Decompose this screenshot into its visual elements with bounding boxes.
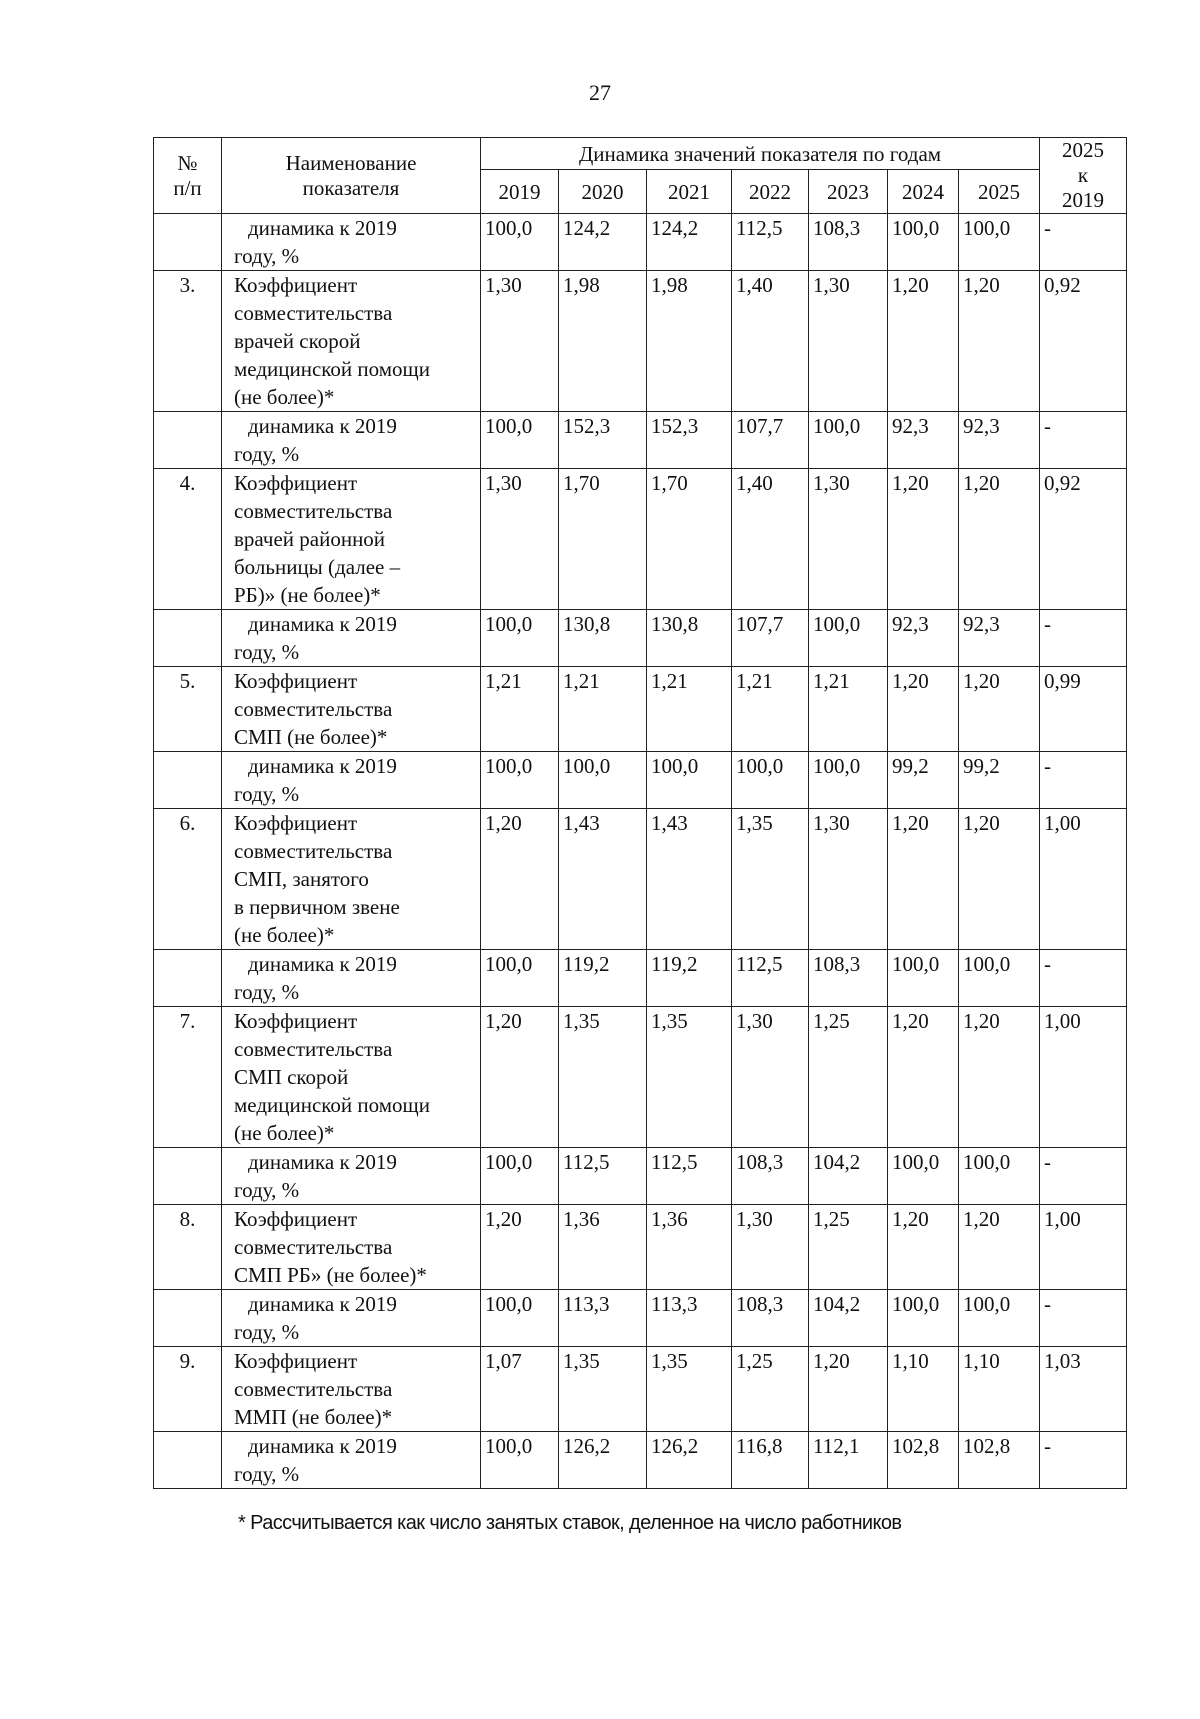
indicator-name-line: динамика к 2019	[248, 1150, 397, 1174]
indicator-name-line: году, %	[234, 442, 300, 466]
indicator-name-line: году, %	[234, 1178, 300, 1202]
indicator-name-line: СМП РБ» (не более)*	[234, 1263, 427, 1287]
ratio-cell: 1,00	[1040, 1007, 1127, 1148]
value-cell: 100,0	[647, 752, 732, 809]
value-cell: 1,98	[647, 271, 732, 412]
value-cell: 1,20	[888, 1007, 959, 1148]
value-cell: 1,20	[888, 809, 959, 950]
header-year: 2023	[809, 170, 888, 214]
indicator-name	[222, 610, 481, 667]
indicator-name-line: году, %	[234, 244, 300, 268]
indicator-name	[222, 1347, 481, 1432]
value-cell: 100,0	[559, 752, 647, 809]
ratio-cell: -	[1040, 950, 1127, 1007]
value-cell: 100,0	[809, 752, 888, 809]
value-cell: 100,0	[481, 412, 559, 469]
ratio-cell: -	[1040, 1148, 1127, 1205]
indicator-name-line: Коэффициент	[234, 1349, 358, 1373]
indicator-name-line: совместительства	[234, 1377, 393, 1401]
value-cell: 99,2	[888, 752, 959, 809]
value-cell: 130,8	[559, 610, 647, 667]
row-number	[154, 214, 222, 271]
value-cell: 100,0	[732, 752, 809, 809]
value-cell: 116,8	[732, 1432, 809, 1489]
indicator-name-line: СМП (не более)*	[234, 725, 388, 749]
header-year: 2024	[888, 170, 959, 214]
table-body	[154, 214, 1127, 1489]
indicator-row	[154, 667, 1127, 752]
indicator-name	[222, 271, 481, 412]
value-cell: 1,10	[888, 1347, 959, 1432]
value-cell: 130,8	[647, 610, 732, 667]
value-cell: 1,35	[647, 1347, 732, 1432]
value-cell: 100,0	[959, 950, 1040, 1007]
indicator-name-line: году, %	[234, 1462, 300, 1486]
row-number	[154, 1432, 222, 1489]
value-cell: 112,5	[647, 1148, 732, 1205]
value-cell: 1,30	[732, 1007, 809, 1148]
value-cell: 92,3	[888, 610, 959, 667]
indicator-name-line: врачей скорой	[234, 329, 361, 353]
value-cell: 92,3	[959, 412, 1040, 469]
ratio-cell: -	[1040, 1290, 1127, 1347]
value-cell: 100,0	[809, 412, 888, 469]
value-cell: 99,2	[959, 752, 1040, 809]
value-cell: 1,21	[647, 667, 732, 752]
value-cell: 1,20	[959, 469, 1040, 610]
indicator-name	[222, 469, 481, 610]
header-ratio-line1: 2025	[1062, 138, 1105, 162]
indicator-name-line: медицинской помощи	[234, 357, 430, 381]
value-cell: 100,0	[959, 1148, 1040, 1205]
header-dynamics: Динамика значений показателя по годам	[481, 138, 1040, 170]
row-number: 6.	[154, 809, 222, 950]
header-num-line1: №	[177, 150, 198, 175]
header-name	[222, 138, 481, 214]
value-cell: 100,0	[888, 950, 959, 1007]
value-cell: 113,3	[559, 1290, 647, 1347]
indicator-name-line: совместительства	[234, 301, 393, 325]
value-cell: 112,5	[732, 950, 809, 1007]
value-cell: 100,0	[481, 752, 559, 809]
dynamics-row	[154, 214, 1127, 271]
indicator-name-line: динамика к 2019	[248, 216, 397, 240]
value-cell: 1,30	[732, 1205, 809, 1290]
value-cell: 100,0	[809, 610, 888, 667]
ratio-cell: 0,92	[1040, 271, 1127, 412]
value-cell: 1,20	[888, 469, 959, 610]
value-cell: 1,35	[647, 1007, 732, 1148]
value-cell: 1,20	[959, 667, 1040, 752]
dynamics-row	[154, 412, 1127, 469]
row-number	[154, 950, 222, 1007]
indicator-name	[222, 1205, 481, 1290]
value-cell: 107,7	[732, 610, 809, 667]
header-year: 2025	[959, 170, 1040, 214]
indicator-name-line: СМП скорой	[234, 1065, 349, 1089]
page-number: 27	[589, 80, 611, 105]
ratio-cell: 0,92	[1040, 469, 1127, 610]
indicator-name-line: динамика к 2019	[248, 952, 397, 976]
value-cell: 1,30	[809, 271, 888, 412]
row-number	[154, 752, 222, 809]
ratio-cell: 0,99	[1040, 667, 1127, 752]
value-cell: 1,20	[481, 1205, 559, 1290]
value-cell: 100,0	[888, 1290, 959, 1347]
row-number	[154, 1148, 222, 1205]
value-cell: 100,0	[481, 1148, 559, 1205]
header-year: 2021	[647, 170, 732, 214]
value-cell: 100,0	[481, 950, 559, 1007]
indicator-row	[154, 1007, 1127, 1148]
value-cell: 1,20	[888, 271, 959, 412]
value-cell: 113,3	[647, 1290, 732, 1347]
value-cell: 1,25	[732, 1347, 809, 1432]
ratio-cell: 1,00	[1040, 1205, 1127, 1290]
row-number: 8.	[154, 1205, 222, 1290]
value-cell: 1,43	[559, 809, 647, 950]
value-cell: 1,20	[959, 271, 1040, 412]
row-number	[154, 1290, 222, 1347]
header-year: 2020	[559, 170, 647, 214]
indicator-name-line: Коэффициент	[234, 1009, 358, 1033]
dynamics-row	[154, 950, 1127, 1007]
value-cell: 1,43	[647, 809, 732, 950]
value-cell: 1,20	[481, 1007, 559, 1148]
value-cell: 1,21	[559, 667, 647, 752]
header-year: 2022	[732, 170, 809, 214]
value-cell: 100,0	[959, 1290, 1040, 1347]
value-cell: 1,21	[809, 667, 888, 752]
indicator-name	[222, 1432, 481, 1489]
ratio-cell: -	[1040, 1432, 1127, 1489]
indicator-name-line: (не более)*	[234, 1121, 335, 1145]
row-number: 9.	[154, 1347, 222, 1432]
value-cell: 100,0	[888, 214, 959, 271]
value-cell: 119,2	[647, 950, 732, 1007]
indicator-name-line: Коэффициент	[234, 1207, 358, 1231]
value-cell: 1,35	[559, 1347, 647, 1432]
row-number: 3.	[154, 271, 222, 412]
indicator-name	[222, 752, 481, 809]
value-cell: 1,20	[959, 809, 1040, 950]
value-cell: 100,0	[481, 1432, 559, 1489]
value-cell: 100,0	[481, 1290, 559, 1347]
row-number: 4.	[154, 469, 222, 610]
indicator-name-line: врачей районной	[234, 527, 386, 551]
value-cell: 102,8	[959, 1432, 1040, 1489]
indicator-name	[222, 1148, 481, 1205]
value-cell: 126,2	[647, 1432, 732, 1489]
indicator-name	[222, 809, 481, 950]
value-cell: 1,35	[559, 1007, 647, 1148]
value-cell: 1,30	[809, 469, 888, 610]
value-cell: 107,7	[732, 412, 809, 469]
row-number: 5.	[154, 667, 222, 752]
indicator-name-line: году, %	[234, 782, 300, 806]
indicator-name-line: в первичном звене	[234, 895, 400, 919]
indicator-row	[154, 809, 1127, 950]
indicator-name-line: году, %	[234, 1320, 300, 1344]
indicator-name-line: году, %	[234, 980, 300, 1004]
value-cell: 126,2	[559, 1432, 647, 1489]
value-cell: 1,30	[481, 469, 559, 610]
indicator-name-line: динамика к 2019	[248, 414, 397, 438]
dynamics-row	[154, 1290, 1127, 1347]
indicator-name	[222, 1007, 481, 1148]
value-cell: 1,20	[888, 1205, 959, 1290]
value-cell: 1,36	[559, 1205, 647, 1290]
indicator-name	[222, 667, 481, 752]
indicator-name-line: (не более)*	[234, 923, 335, 947]
indicator-name-line: динамика к 2019	[248, 754, 397, 778]
value-cell: 108,3	[732, 1148, 809, 1205]
header-year: 2019	[481, 170, 559, 214]
value-cell: 152,3	[559, 412, 647, 469]
indicators-table	[153, 137, 1127, 1489]
indicator-name-line: году, %	[234, 640, 300, 664]
value-cell: 1,07	[481, 1347, 559, 1432]
value-cell: 1,30	[809, 809, 888, 950]
indicator-name-line: совместительства	[234, 1037, 393, 1061]
indicator-name-line: СМП, занятого	[234, 867, 369, 891]
value-cell: 1,21	[481, 667, 559, 752]
value-cell: 112,5	[732, 214, 809, 271]
dynamics-row	[154, 610, 1127, 667]
ratio-cell: 1,00	[1040, 809, 1127, 950]
value-cell: 112,1	[809, 1432, 888, 1489]
indicator-name-line: динамика к 2019	[248, 1434, 397, 1458]
value-cell: 1,20	[481, 809, 559, 950]
value-cell: 100,0	[481, 214, 559, 271]
indicator-name-line: Коэффициент	[234, 669, 358, 693]
indicator-name	[222, 950, 481, 1007]
value-cell: 1,30	[481, 271, 559, 412]
value-cell: 1,98	[559, 271, 647, 412]
value-cell: 104,2	[809, 1290, 888, 1347]
row-number: 7.	[154, 1007, 222, 1148]
indicator-row	[154, 1347, 1127, 1432]
value-cell: 100,0	[959, 214, 1040, 271]
indicator-name-line: Коэффициент	[234, 273, 358, 297]
indicator-row	[154, 271, 1127, 412]
value-cell: 1,35	[732, 809, 809, 950]
header-ratio-line3: 2019	[1062, 188, 1105, 212]
value-cell: 108,3	[809, 214, 888, 271]
row-number	[154, 412, 222, 469]
dynamics-row	[154, 1148, 1127, 1205]
indicator-name-line: совместительства	[234, 1235, 393, 1259]
value-cell: 100,0	[888, 1148, 959, 1205]
indicator-name-line: динамика к 2019	[248, 1292, 397, 1316]
value-cell: 1,21	[732, 667, 809, 752]
value-cell: 1,40	[732, 469, 809, 610]
indicator-name	[222, 214, 481, 271]
value-cell: 1,20	[959, 1007, 1040, 1148]
indicator-name-line: Коэффициент	[234, 811, 358, 835]
indicator-name-line: совместительства	[234, 839, 393, 863]
ratio-cell: -	[1040, 610, 1127, 667]
indicator-name	[222, 1290, 481, 1347]
value-cell: 152,3	[647, 412, 732, 469]
header-num-line2: п/п	[173, 175, 202, 200]
value-cell: 112,5	[559, 1148, 647, 1205]
value-cell: 1,10	[959, 1347, 1040, 1432]
indicator-name-line: ММП (не более)*	[234, 1405, 393, 1429]
value-cell: 100,0	[481, 610, 559, 667]
indicator-name-line: больницы (далее –	[234, 555, 401, 579]
header-ratio	[1040, 138, 1127, 214]
value-cell: 92,3	[959, 610, 1040, 667]
indicator-row	[154, 469, 1127, 610]
value-cell: 108,3	[809, 950, 888, 1007]
indicator-name-line: совместительства	[234, 697, 393, 721]
ratio-cell: 1,03	[1040, 1347, 1127, 1432]
indicator-name-line: медицинской помощи	[234, 1093, 430, 1117]
ratio-cell: -	[1040, 412, 1127, 469]
value-cell: 1,20	[809, 1347, 888, 1432]
indicator-name-line: совместительства	[234, 499, 393, 523]
header-name-line1: Наименование	[285, 150, 417, 175]
indicator-name-line: РБ)» (не более)*	[234, 583, 381, 607]
ratio-cell: -	[1040, 214, 1127, 271]
dynamics-row	[154, 752, 1127, 809]
value-cell: 102,8	[888, 1432, 959, 1489]
footnote: * Рассчитывается как число занятых ставок, деленное на число работников	[238, 1512, 902, 1534]
header-ratio-line2: к	[1077, 163, 1089, 187]
indicator-row	[154, 1205, 1127, 1290]
value-cell: 1,20	[888, 667, 959, 752]
value-cell: 119,2	[559, 950, 647, 1007]
value-cell: 124,2	[559, 214, 647, 271]
indicator-name-line: динамика к 2019	[248, 612, 397, 636]
value-cell: 104,2	[809, 1148, 888, 1205]
dynamics-row	[154, 1432, 1127, 1489]
value-cell: 92,3	[888, 412, 959, 469]
value-cell: 1,25	[809, 1007, 888, 1148]
value-cell: 108,3	[732, 1290, 809, 1347]
value-cell: 124,2	[647, 214, 732, 271]
indicator-name-line: Коэффициент	[234, 471, 358, 495]
value-cell: 1,70	[647, 469, 732, 610]
ratio-cell: -	[1040, 752, 1127, 809]
value-cell: 1,40	[732, 271, 809, 412]
row-number	[154, 610, 222, 667]
header-name-line2: показателя	[302, 175, 400, 200]
value-cell: 1,36	[647, 1205, 732, 1290]
value-cell: 1,20	[959, 1205, 1040, 1290]
value-cell: 1,70	[559, 469, 647, 610]
header-num	[154, 138, 222, 214]
indicator-name	[222, 412, 481, 469]
indicator-name-line: (не более)*	[234, 385, 335, 409]
value-cell: 1,25	[809, 1205, 888, 1290]
